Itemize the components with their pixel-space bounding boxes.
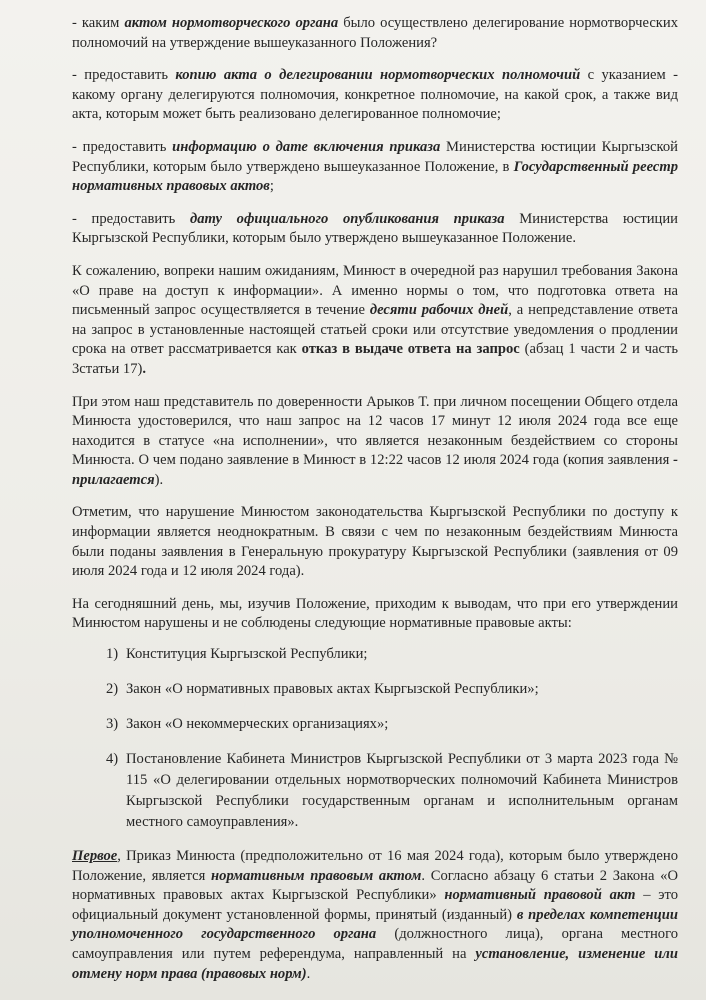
- paragraph-representative-visit: При этом наш представитель по доверенности Арыков Т. при личном посещении Общего отдела Минюста удостоверился, что наш запрос на 12 часов 17 минут 12 июля 2024 года все еще находится в статусе «на исполнении», что является незаконным бездействием со стороны Минюста. О чем подано заявление в Минюст в 12:22 часов 12 июля 2024 года (копия заявления - прилагается).: [72, 393, 678, 488]
- paragraph-request-registry-date: - предоставить информацию о дате включения приказа Министерства юстиции Кыргызской Республики, которым было утверждено вышеуказанное Положение, в Государственный реестр нормативных правовых актов;: [72, 138, 678, 195]
- list-item-text: Закон «О нормативных правовых актах Кыргызской Республики»;: [126, 681, 539, 698]
- paragraph-request-act-copy: - предоставить копию акта о делегировании нормотворческих полномочий с указанием - какому органу делегируются полномочия, конкретное полномочие, на какой срок, а также вид акта, которым может быть реализовано делегированное полномочие;: [72, 67, 678, 123]
- emphasis: отказ в выдаче ответа на запрос: [301, 341, 520, 358]
- list-item-number: 2): [106, 681, 119, 698]
- emphasis: нормативный правовой акт: [444, 887, 636, 904]
- emphasis: дату официального опубликования приказа: [189, 210, 505, 227]
- list-item: [72, 679, 678, 700]
- paragraph-request-publication-date: - предоставить дату официального опубликования приказа Министерства юстиции Кыргызской Республики, которым было утверждено вышеуказанное Положение.: [72, 210, 678, 247]
- paragraph-repeated-violation: Отметим, что нарушение Минюстом законодательства Кыргызской Республики по доступу к информации является неоднократным. В связи с чем по незаконным бездействиям Минюста были поданы заявления в Генеральную прокуратуру Кыргызской Республики (заявления от 09 июля 2024 года и 12 июля 2024 года).: [72, 504, 678, 580]
- violated-acts-list: [72, 644, 678, 833]
- paragraph-conclusions-intro: На сегодняшний день, мы, изучив Положение, приходим к выводам, что при его утверждении Минюстом нарушены и не соблюдены следующие нормативные правовые акты:: [72, 595, 678, 632]
- section-marker: Первое: [72, 848, 118, 865]
- list-item-number: 4): [106, 751, 119, 768]
- list-item: [72, 644, 678, 665]
- list-item-number: 1): [106, 646, 119, 663]
- emphasis: нормативным правовым актом: [211, 867, 422, 884]
- emphasis: Государственный реестр нормативных правовых актов: [72, 158, 678, 195]
- emphasis: информацию о дате включения приказа: [172, 138, 441, 155]
- paragraph-question-delegation-act: - каким актом нормотворческого органа было осуществлено делегирование нормотворческих полномочий на утверждение вышеуказанного Положения?: [72, 15, 679, 51]
- emphasis: копию акта о делегировании нормотворческих полномочий: [175, 67, 581, 84]
- emphasis: десяти рабочих дней: [369, 302, 509, 319]
- paragraph-first-argument: Первое, Приказ Минюста (предположительно от 16 мая 2024 года), которым было утверждено Положение, является нормативным правовым актом. Согласно абзацу 6 статьи 2 Закона «О нормативных правовых актах Кыргызской Республики» нормативный правовой акт – это официальный документ установленной формы, принятый (изданный) в пределах компетенции уполномоченного государственного органа (должностного лица), органа местного самоуправления или путем референдума, направленный на установление, изменение или отмену норм права (правовых норм).: [72, 848, 679, 982]
- emphasis: в пределах компетенции уполномоченного государственного органа: [72, 906, 678, 943]
- list-item: [72, 714, 678, 735]
- list-item-text: Конституция Кыргызской Республики;: [126, 646, 368, 663]
- list-item-text: Постановление Кабинета Министров Кыргызской Республики от 3 марта 2023 года № 115 «О делегировании отдельных нормотворческих полномочий Кабинета Министров Кыргызской Республики государственным органам и исполнительным органам местного самоуправления».: [126, 751, 678, 831]
- emphasis: установление, изменение или отмену норм права (правовых норм): [72, 946, 678, 982]
- list-item-text: Закон «О некоммерческих организациях»;: [126, 716, 389, 733]
- emphasis: актом нормотворческого органа: [124, 15, 339, 31]
- list-item-number: 3): [106, 716, 119, 733]
- list-item: [72, 749, 678, 833]
- emphasis: - прилагается: [72, 452, 678, 488]
- paragraph-law-violation: К сожалению, вопреки нашим ожиданиям, Минюст в очередной раз нарушил требования Закона «О праве на доступ к информации». А именно нормы о том, что подготовка ответа на письменный запрос осуществляется в течение десяти рабочих дней, а непредставление ответа на запрос в установленные настоящей статьей сроки или отсутствие уведомления о продлении срока на ответ рассматривается как отказ в выдаче ответа на запрос (абзац 1 части 2 и часть 3статьи 17).: [72, 262, 679, 377]
